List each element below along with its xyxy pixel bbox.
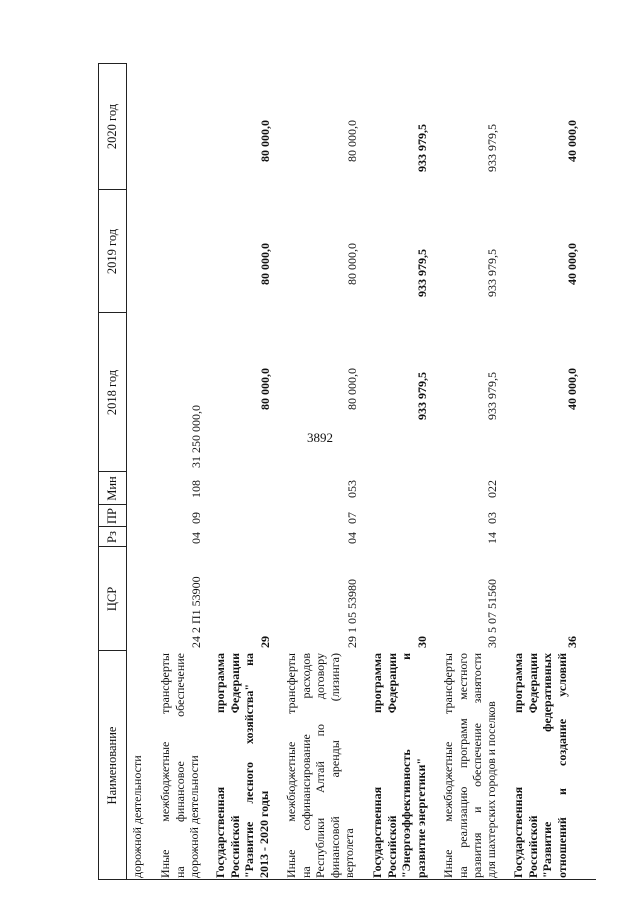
row-6-name: Государственная программа Российской Федерации "Развитие федеративных отношений и создание условий (511, 653, 569, 878)
row-5-name: Иные межбюджетные трансферты на реализацию программ местного развития и обеспечение занятости для шахтерских городов и поселков (441, 653, 498, 878)
row-1-name: Иные межбюджетные трансферты на финансовое обеспечение дорожной деятельности (158, 653, 201, 878)
row-6-csr: 36 (565, 636, 579, 648)
row-6-2019: 40 000,0 (565, 243, 579, 285)
row-3-2019: 80 000,0 (345, 243, 359, 285)
row-5-2020: 933 979,5 (485, 124, 499, 172)
row-5-csr: 30 5 07 51560 (485, 579, 499, 648)
header-csr: ЦСР (104, 586, 119, 612)
header-rz: Рз (104, 531, 119, 543)
header-2020: 2020 год (104, 103, 119, 150)
row-6-2018: 40 000,0 (565, 368, 579, 410)
row-3-rz: 04 (345, 532, 359, 544)
budget-table (98, 63, 596, 880)
header-2018: 2018 год (104, 369, 119, 416)
row-5-min: 022 (485, 480, 499, 498)
row-3-csr: 29 1 05 53980 (345, 579, 359, 648)
row-4-2020: 933 979,5 (415, 124, 429, 172)
row-5-2018: 933 979,5 (485, 372, 499, 420)
header-2019: 2019 год (104, 228, 119, 275)
row-5-pr: 03 (485, 512, 499, 524)
row-4-2019: 933 979,5 (415, 249, 429, 297)
row-3-2020: 80 000,0 (345, 120, 359, 162)
row-1-csr: 24 2 П1 53900 (189, 576, 203, 648)
row-2-2018: 80 000,0 (258, 368, 272, 410)
row-4-name: Государственная программа Российской Федерации "Энергоэффективность и развитие энергетики" (370, 653, 428, 878)
row-1-rz: 04 (189, 532, 203, 544)
header-name: Наименование (104, 726, 119, 805)
row-2-name: Государственная программа Российской Федерации "Развитие лесного хозяйства" на 2013 - 2020 годы (213, 653, 271, 878)
row-5-rz: 14 (485, 532, 499, 544)
page-number: 3892 (307, 430, 333, 445)
row-4-csr: 30 (415, 636, 429, 648)
row-5-2019: 933 979,5 (485, 249, 499, 297)
header-min: Мин (104, 476, 119, 501)
row-4-2018: 933 979,5 (415, 372, 429, 420)
row-1-min: 108 (189, 480, 203, 498)
row-3-2018: 80 000,0 (345, 368, 359, 410)
row-1-pr: 09 (189, 512, 203, 524)
row-3-pr: 07 (345, 512, 359, 524)
row-3-name: Иные межбюджетные трансферты на софинансирование расходов Республики Алтай по договору финансовой аренды (лизинга) вертолета (284, 653, 356, 878)
row-6-2020: 40 000,0 (565, 120, 579, 162)
row-2-2019: 80 000,0 (258, 243, 272, 285)
row-2-csr: 29 (258, 636, 272, 648)
row-2-2020: 80 000,0 (258, 120, 272, 162)
row-0-name: дорожной деятельности (130, 755, 144, 878)
row-1-2018: 31 250 000,0 (189, 405, 203, 468)
row-3-min: 053 (345, 480, 359, 498)
header-pr: ПР (104, 508, 119, 524)
